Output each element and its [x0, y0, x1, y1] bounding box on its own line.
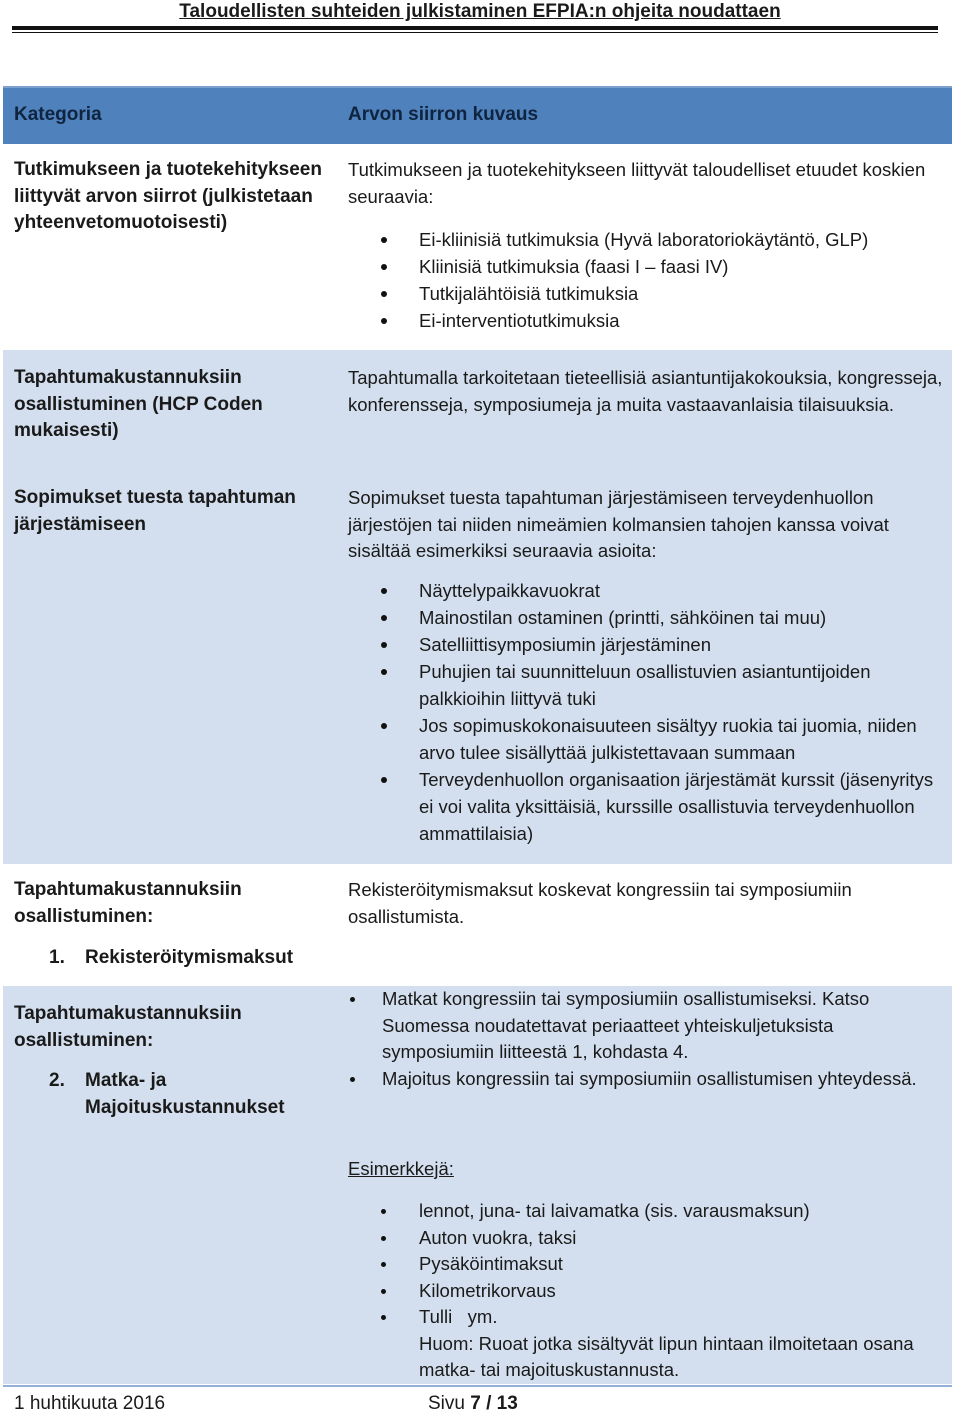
bullet-icon [381, 264, 387, 270]
list-item: Kliinisiä tutkimuksia (faasi I – faasi IV) [348, 253, 949, 280]
column-header-description: Arvon siirron kuvaus [348, 104, 539, 125]
page-total: 13 [496, 1393, 518, 1414]
category-sponsorship: Sopimukset tuesta tapahtuman järjestämiseen [14, 487, 296, 535]
bullet-icon [381, 1209, 386, 1214]
table-row-events [3, 350, 952, 480]
category-registration: Tapahtumakustannuksiin osallistuminen: [14, 879, 242, 927]
list-item: lennot, juna- tai laivamatka (sis. varausmaksun) [348, 1198, 949, 1225]
table-row-travel: Tapahtumakustannuksiin osallistuminen: 2. Matka- ja Majoituskustannukset Matkat kongressiin tai symposiumiin osallistumiseksi. Katso Suomessa noudatettavat periaatteet yhteiskuljetuksista symposiumiin liitteestä 1, kohdasta 4. Majoitus kongressiin tai symposiumiin osallistumisen yhteydessä. Esimerkkejä: lennot, juna- tai laivamatka (sis. varausmaksun) Auton vuokra, taksi Pysäköintimaksut Kilometrikorvaus Tulli ym. Huom: Ruoat jotka sisältyvät lipun hintaan ilmoitetaan osana matka- tai majoituskustannusta. [3, 986, 952, 1384]
bullet-icon [381, 237, 387, 243]
footer-page-number [428, 1392, 518, 1416]
bullet-icon [381, 1262, 386, 1267]
list-item: Satelliittisymposiumin järjestäminen [348, 631, 949, 658]
list-item: Terveydenhuollon organisaation järjestämät kurssit (jäsenyritys ei voi valita yksittäisiä, kurssille osallistuvia terveydenhuollon ammattilaisia) [348, 766, 949, 847]
category-events: Tapahtumakustannuksiin osallistuminen (HCP Coden mukaisesti) [14, 367, 263, 441]
note-item: Huom: Ruoat jotka sisältyvät lipun hintaan ilmoitetaan osana matka- tai majoituskustannusta. [419, 1332, 914, 1380]
bullet-icon [381, 1289, 386, 1294]
column-header-category: Kategoria [14, 104, 102, 125]
category-travel: Tapahtumakustannuksiin osallistuminen: [14, 1003, 242, 1051]
description-events: Tapahtumalla tarkoitetaan tieteellisiä asiantuntijakokouksia, kongresseja, konferensseja, symposiumeja ja muita vastaavanlaisia tilaisuuksia. [348, 367, 943, 415]
list-item: Ei-kliinisiä tutkimuksia (Hyvä laboratoriokäytäntö, GLP) [348, 226, 949, 253]
list-item: Pysäköintimaksut [348, 1251, 949, 1278]
bullet-icon [381, 723, 387, 729]
research-item-list [348, 226, 949, 334]
header-rule-thin [12, 32, 938, 33]
sponsorship-item-list [348, 577, 949, 847]
bullet-icon [381, 777, 387, 783]
bullet-icon [381, 615, 387, 621]
bullet-icon [381, 642, 387, 648]
page-label: Sivu [428, 1393, 465, 1414]
description-registration: Rekisteröitymismaksut koskevat kongressiin tai symposiumiin osallistumista. [348, 879, 852, 927]
transfer-of-value-table [3, 86, 952, 1386]
list-item: Ei-interventiotutkimuksia [348, 307, 949, 334]
table-row-registration: Tapahtumakustannuksiin osallistuminen: 1. Rekisteröitymismaksut Rekisteröitymismaksut koskevat kongressiin tai symposiumiin osallistumista. [3, 864, 952, 988]
list-item: Tutkijalähtöisiä tutkimuksia [348, 280, 949, 307]
list-item: Auton vuokra, taksi [348, 1225, 949, 1252]
travel-item-list [348, 986, 942, 1092]
page-current: 7 [470, 1393, 481, 1414]
list-item: Matkat kongressiin tai symposiumiin osallistumiseksi. Katso Suomessa noudatettavat periaatteet yhteiskuljetuksista symposiumiin liitteestä 1, kohdasta 4. [348, 986, 942, 1066]
table-bottom-rule [3, 1385, 952, 1387]
travel-examples-list [348, 1198, 949, 1384]
footer-date: 1 huhtikuuta 2016 [14, 1393, 166, 1414]
description-sponsorship-intro: Sopimukset tuesta tapahtuman järjestämiseen terveydenhuollon järjestöjen tai niiden nimeämien kolmansien tahojen kanssa voivat sisältää esimerkiksi seuraavia asioita: [348, 487, 889, 561]
list-item: Jos sopimuskokonaisuuteen sisältyy ruokia tai juomia, niiden arvo tulee sisällyttää julkistettavaan summaan [348, 712, 949, 766]
bullet-icon [350, 997, 355, 1002]
page-title: Taloudellisten suhteiden julkistaminen EFPIA:n ohjeita noudattaen [179, 1, 781, 22]
bullet-icon [350, 1077, 355, 1082]
header-rule [12, 26, 938, 30]
bullet-icon [381, 1236, 386, 1241]
category-research: Tutkimukseen ja tuotekehitykseen liittyvät arvon siirrot (julkistetaan yhteenvetomuotoisesti) [14, 159, 322, 233]
list-item: Mainostilan ostaminen (printti, sähköinen tai muu) [348, 604, 949, 631]
bullet-icon [381, 1315, 386, 1320]
bullet-icon [381, 291, 387, 297]
list-item: Kilometrikorvaus [348, 1278, 949, 1305]
list-item: Näyttelypaikkavuokrat [348, 577, 949, 604]
bullet-icon [381, 669, 387, 675]
list-item: Puhujien tai suunnitteluun osallistuvien asiantuntijoiden palkkioihin liittyvä tuki [348, 658, 949, 712]
page-separator: / [486, 1393, 492, 1414]
table-header-row [3, 86, 952, 146]
list-item: Tulli ym. [348, 1304, 949, 1331]
description-research-intro: Tutkimukseen ja tuotekehitykseen liittyvät taloudelliset etuudet koskien seuraavia: [348, 159, 926, 207]
table-row-research [3, 144, 952, 352]
bullet-icon [381, 588, 387, 594]
list-item: Majoitus kongressiin tai symposiumiin osallistumisen yhteydessä. [348, 1066, 942, 1093]
bullet-icon [381, 318, 387, 324]
table-row-sponsorship [3, 480, 952, 866]
examples-label: Esimerkkejä: [348, 1158, 454, 1179]
